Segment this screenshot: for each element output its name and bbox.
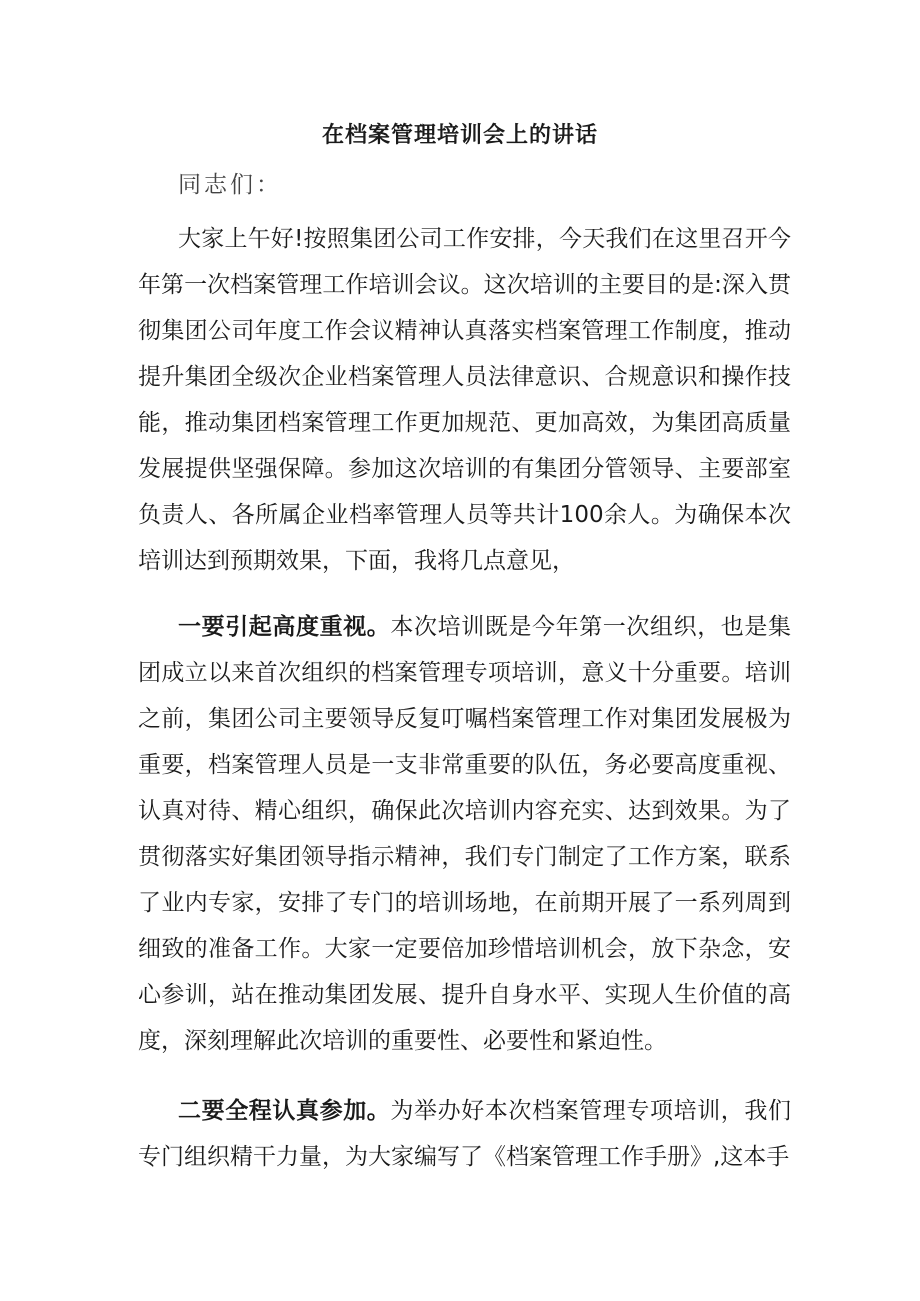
paragraph-text: 为举办好本次档案管理专项培训，我们专门组织精干力量，为大家编写了《档案管理工作手册》,这本手 [138,1098,792,1170]
paragraph-intro [138,216,791,584]
document-title: 在档案管理培训会上的讲话 [321,123,598,148]
paragraph-heading: 一要引起高度重视。 [178,614,391,640]
paragraph-text: 大家上午好!按照集团公司工作安排，今天我们在这里召开今年第一次档案管理工作培训会议。这次培训的主要目的是:深入贯彻集团公司年度工作会议精神认真落实档案管理工作制度，推动提升集团全级次企业档案管理人员法律意识、合规意识和操作技能，推动集团档案管理工作更加规范、更加高效，为集团高质量发展提供坚强保障。参加这次培训的有集团分管领导、主要部室负责人、各所属企业档率管理人员等共计100余人。为确保本次培训达到预期效果，下面，我将几点意见， [138,226,791,574]
salutation: 同志们： [178,172,282,198]
paragraph-text: 本次培训既是今年第一次组织，也是集团成立以来首次组织的档案管理专项培训，意义十分重要。培训之前，集团公司主要领导反复叮嘱档案管理工作对集团发展极为重要，档案管理人员是一支非常重要的队伍，务必要高度重视、认真对待、精心组织，确保此次培训内容充实、达到效果。为了贯彻落实好集团领导指示精神，我们专门制定了工作方案，联系了业内专家，安排了专门的培训场地，在前期开展了一系列周到细致的准备工作。大家一定要倍加珍惜培训机会，放下杂念，安心参训，站在推动集团发展、提升自身水平、实现人生价值的高度，深刻理解此次培训的重要性、必要性和紧迫性。 [138,614,792,1054]
paragraph-point-one [138,604,791,1064]
paragraph-heading: 二要全程认真参加。 [178,1098,391,1124]
paragraph-point-two [138,1088,791,1180]
